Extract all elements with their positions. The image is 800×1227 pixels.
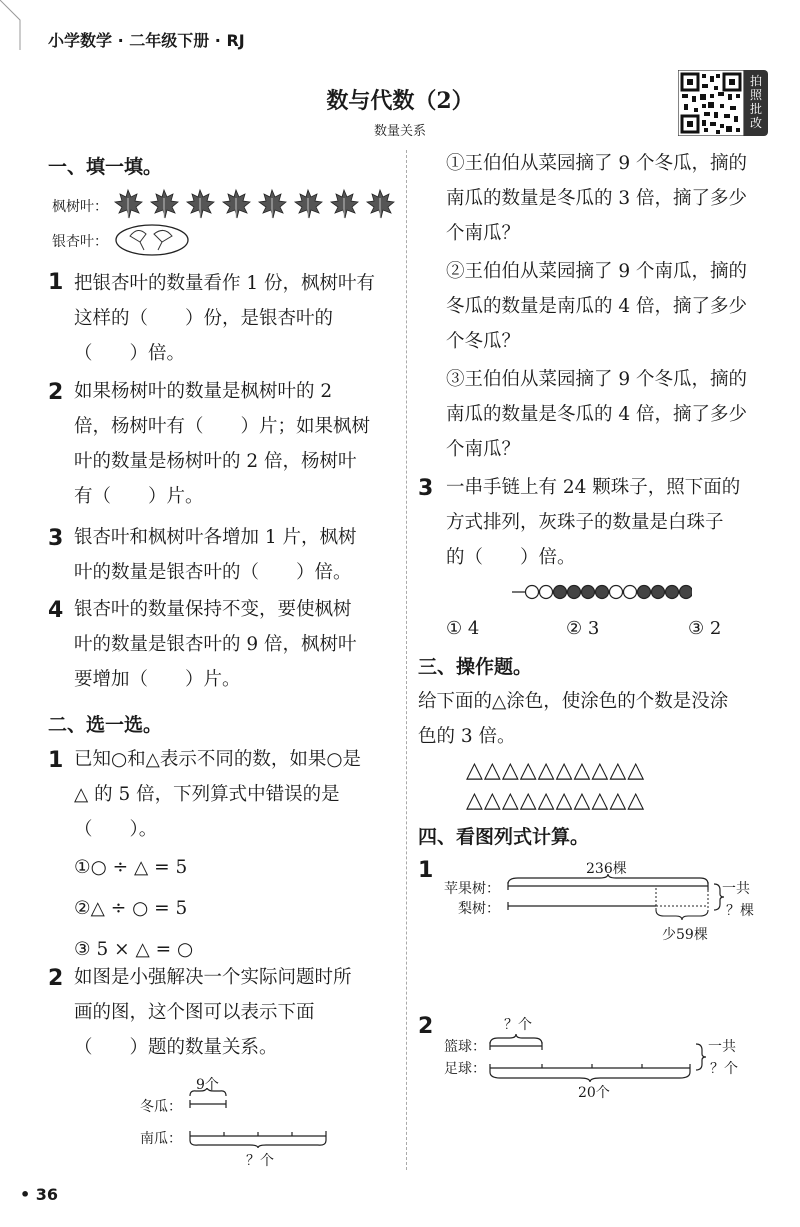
qr-tag[interactable] [744,70,768,136]
question-text [74,266,375,371]
section-heading-fill: 一、填一填。 [48,156,163,178]
diagram-top-label: 236棵 [586,861,627,877]
text-line: 银杏叶和枫树叶各增加 1 片，枫树 [74,527,357,548]
option-3[interactable]: ③ 5 × △ = ○ [74,939,194,960]
diagram-row-football: 足球： [444,1061,486,1077]
qr-tag-char: 改 [749,116,762,130]
question-text [74,520,357,590]
text-line: 这样的（ ）份，是银杏叶的 [74,308,334,329]
qr-tag-char: 拍 [749,74,762,88]
ball-segment-diagram [486,1030,716,1090]
diagram-row-apple: 苹果树： [444,881,500,897]
ginkgo-label: 银杏叶： [52,234,108,250]
page-subtitle: 数量关系 [373,124,426,139]
text-line: 有（ ）片。 [74,486,204,507]
text-line: 色的 3 倍。 [418,726,516,747]
question-text [74,592,357,697]
qr-tag-char: 批 [749,102,762,116]
header-breadcrumb: 小学数学 · 二年级下册 · RJ [48,31,245,50]
text-line: 南瓜的数量是冬瓜的 4 倍，摘了多少 [446,404,748,425]
section-heading-operation: 三、操作题。 [418,656,533,678]
text-line: 画的图，这个图可以表示下面 [74,1002,315,1023]
page-number-value: 36 [35,1185,59,1204]
text-line: 个南瓜？ [446,223,521,244]
total-question: ？棵 [726,903,754,919]
triangle-row-2[interactable]: △△△△△△△△△△ [466,788,646,813]
text-line: ②王伯伯从菜园摘了 9 个南瓜，摘的 [446,261,748,282]
text-line: 已知○和△表示不同的数，如果○是 [74,749,362,770]
total-question: ？个 [710,1061,738,1077]
triangle-row-1[interactable]: △△△△△△△△△△ [466,758,646,783]
question-number: 2 [48,380,64,405]
choice-1-text[interactable] [446,146,747,251]
text-line: 叶的数量是杨树叶的 2 倍，杨树叶 [74,451,357,472]
diagram-row-winter-melon: 冬瓜： [140,1099,182,1115]
text-line: （ ）倍。 [74,343,186,364]
section-heading-calc: 四、看图列式计算。 [418,826,590,848]
total-label: 一共 [708,1039,736,1055]
option-1[interactable]: ① 4 [446,618,480,639]
question-number: 3 [418,476,434,501]
option-2[interactable]: ②△ ÷ ○ = 5 [74,898,188,919]
choice-3-text[interactable] [446,362,747,467]
maple-leaves-illustration [112,188,397,220]
question-text [74,742,361,847]
text-line: （ ）。 [74,819,158,840]
question-number: 1 [418,858,434,883]
question-text [74,374,370,514]
options-list [74,850,193,967]
diagram-bottom-label: 20个 [578,1085,610,1101]
question-number: 1 [48,748,64,773]
diagram-top-label: ？个 [504,1017,532,1033]
question-number: 2 [418,1014,434,1039]
question-number: 4 [48,598,64,623]
segment-diagram [186,1088,336,1148]
page-corner-decoration [0,0,30,50]
total-label: 一共 [722,881,750,897]
question-text [74,960,352,1065]
qr-code-icon[interactable] [678,70,744,136]
ginkgo-leaves-illustration [114,222,190,258]
text-line: 叶的数量是银杏叶的（ ）倍。 [74,562,352,583]
text-line: ③王伯伯从菜园摘了 9 个冬瓜，摘的 [446,369,748,390]
option-3[interactable]: ③ 2 [688,618,722,639]
text-line: ①王伯伯从菜园摘了 9 个冬瓜，摘的 [446,153,748,174]
text-line: 叶的数量是银杏叶的 9 倍，枫树叶 [74,634,357,655]
diagram-row-basketball: 篮球： [444,1039,486,1055]
text-line: 如图是小强解决一个实际问题时所 [74,967,352,988]
option-1[interactable]: ①○ ÷ △ = 5 [74,857,188,878]
text-line: 把银杏叶的数量看作 1 份，枫树叶有 [74,273,376,294]
text-line: 个南瓜？ [446,439,521,460]
text-line: 银杏叶的数量保持不变，要使枫树 [74,599,352,620]
option-2[interactable]: ② 3 [566,618,600,639]
text-line: △ 的 5 倍，下列算式中错误的是 [74,784,340,805]
text-line: 南瓜的数量是冬瓜的 3 倍，摘了多少 [446,188,748,209]
text-line: 如果杨树叶的数量是枫树叶的 2 [74,381,333,402]
text-line: 一串手链上有 24 颗珠子，照下面的 [446,477,741,498]
column-divider [406,150,407,1170]
page-number: • 36 [20,1185,59,1204]
question-number: 1 [48,270,64,295]
qr-tag-char: 照 [749,88,762,102]
choice-2-text[interactable] [446,254,747,359]
question-number: 3 [48,526,64,551]
diagram-row-pear: 梨树： [458,901,500,917]
text-line: 的（ ）倍。 [446,547,576,568]
question-number: 2 [48,966,64,991]
difference-label: 少59棵 [662,927,708,943]
maple-label: 枫树叶： [52,199,108,215]
text-line: （ ）题的数量关系。 [74,1037,278,1058]
text-line: 要增加（ ）片。 [74,669,241,690]
section-heading-choose: 二、选一选。 [48,714,163,736]
tree-segment-diagram [504,870,744,926]
diagram-row-pumpkin: 南瓜： [140,1131,182,1147]
question-text [418,684,728,754]
diagram-top-label: 9个 [196,1077,219,1093]
bead-bracelet-illustration [512,580,692,604]
text-line: 方式排列，灰珠子的数量是白珠子 [446,512,724,533]
text-line: 给下面的△涂色，使涂色的个数是没涂 [418,691,729,712]
diagram-bottom-label: ？个 [246,1153,274,1169]
text-line: 个冬瓜？ [446,331,521,352]
text-line: 冬瓜的数量是南瓜的 4 倍，摘了多少 [446,296,748,317]
question-text [446,470,740,575]
page-title: 数与代数（2） [326,88,474,114]
text-line: 倍，杨树叶有（ ）片；如果枫树 [74,416,371,437]
